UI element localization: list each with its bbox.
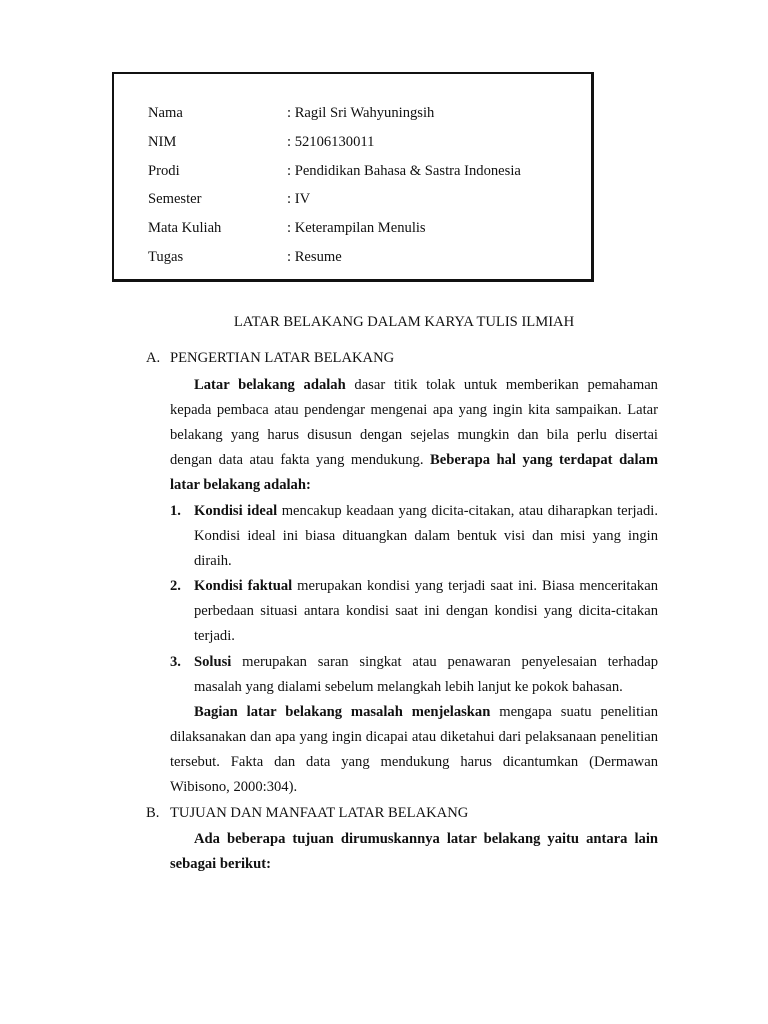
- section-a-paragraph-2: [170, 700, 658, 800]
- item-term: Kondisi faktual: [194, 578, 293, 594]
- item-number: 2.: [170, 578, 181, 594]
- info-value: : Resume: [287, 249, 342, 265]
- paragraph-text: mengapa suatu penelitian dilaksanakan dan apa yang ingin dicapai atau diketahui dari pelaksanaan penelitian tersebut. Fakta dan data yang mendukung harus dicantumkan (Dermawan Wibisono, 2000:304).: [170, 704, 658, 795]
- document-title: LATAR BELAKANG DALAM KARYA TULIS ILMIAH: [233, 314, 575, 330]
- bold-phrase: Beberapa hal yang terdapat dalam latar belakang adalah:: [170, 452, 658, 493]
- bold-phrase: Bagian latar belakang masalah menjelaskan: [194, 704, 491, 720]
- bold-phrase: Latar belakang adalah: [194, 377, 346, 393]
- info-label: Semester: [148, 191, 202, 207]
- section-a-paragraph-1: [170, 373, 658, 498]
- info-label: NIM: [148, 134, 177, 150]
- section-title: PENGERTIAN LATAR BELAKANG: [170, 350, 395, 366]
- item-text: merupakan saran singkat atau penawaran penyelesaian terhadap masalah yang dialami sebelum melangkah lebih lanjut ke pokok bahasan.: [194, 654, 658, 695]
- item-text: merupakan kondisi yang terjadi saat ini. Biasa menceritakan perbedaan situasi antara kondisi saat ini dengan kondisi yang dicita-citakan terjadi.: [194, 578, 658, 644]
- section-b-paragraph-1: [170, 827, 658, 877]
- section-letter: A.: [146, 350, 161, 366]
- bold-phrase: Ada beberapa tujuan dirumuskannya latar belakang yaitu antara lain sebagai berikut:: [170, 831, 658, 872]
- list-item: [170, 574, 658, 649]
- list-item: [170, 499, 658, 574]
- item-number: 3.: [170, 654, 181, 670]
- info-value: : 52106130011: [287, 134, 375, 150]
- info-value: : Pendidikan Bahasa & Sastra Indonesia: [287, 163, 521, 179]
- paragraph-text: dasar titik tolak untuk memberikan pemahaman kepada pembaca atau pendengar mengenai apa yang ingin kita sampaikan. Latar belakang yang harus disusun dengan sejelas mungkin dan bila perlu disertai dengan data atau fakta yang mendukung.: [170, 377, 658, 468]
- section-letter: B.: [146, 805, 160, 821]
- item-number: 1.: [170, 503, 181, 519]
- info-label: Mata Kuliah: [148, 220, 222, 236]
- section-title: TUJUAN DAN MANFAAT LATAR BELAKANG: [170, 805, 469, 821]
- info-value: : IV: [287, 191, 311, 207]
- student-info-box: [112, 72, 594, 282]
- item-text: mencakup keadaan yang dicita-citakan, atau diharapkan terjadi. Kondisi ideal ini biasa dituangkan dalam bentuk visi dan misi yang ingin diraih.: [194, 503, 658, 569]
- info-label: Prodi: [148, 163, 180, 179]
- item-term: Solusi: [194, 654, 232, 670]
- section-a-heading: [146, 350, 394, 367]
- section-b-heading: [146, 805, 468, 822]
- info-label: Tugas: [148, 249, 184, 265]
- info-label: Nama: [148, 105, 183, 121]
- info-value: : Ragil Sri Wahyuningsih: [287, 105, 435, 121]
- info-value: : Keterampilan Menulis: [287, 220, 426, 236]
- item-term: Kondisi ideal: [194, 503, 278, 519]
- list-item: [170, 650, 658, 700]
